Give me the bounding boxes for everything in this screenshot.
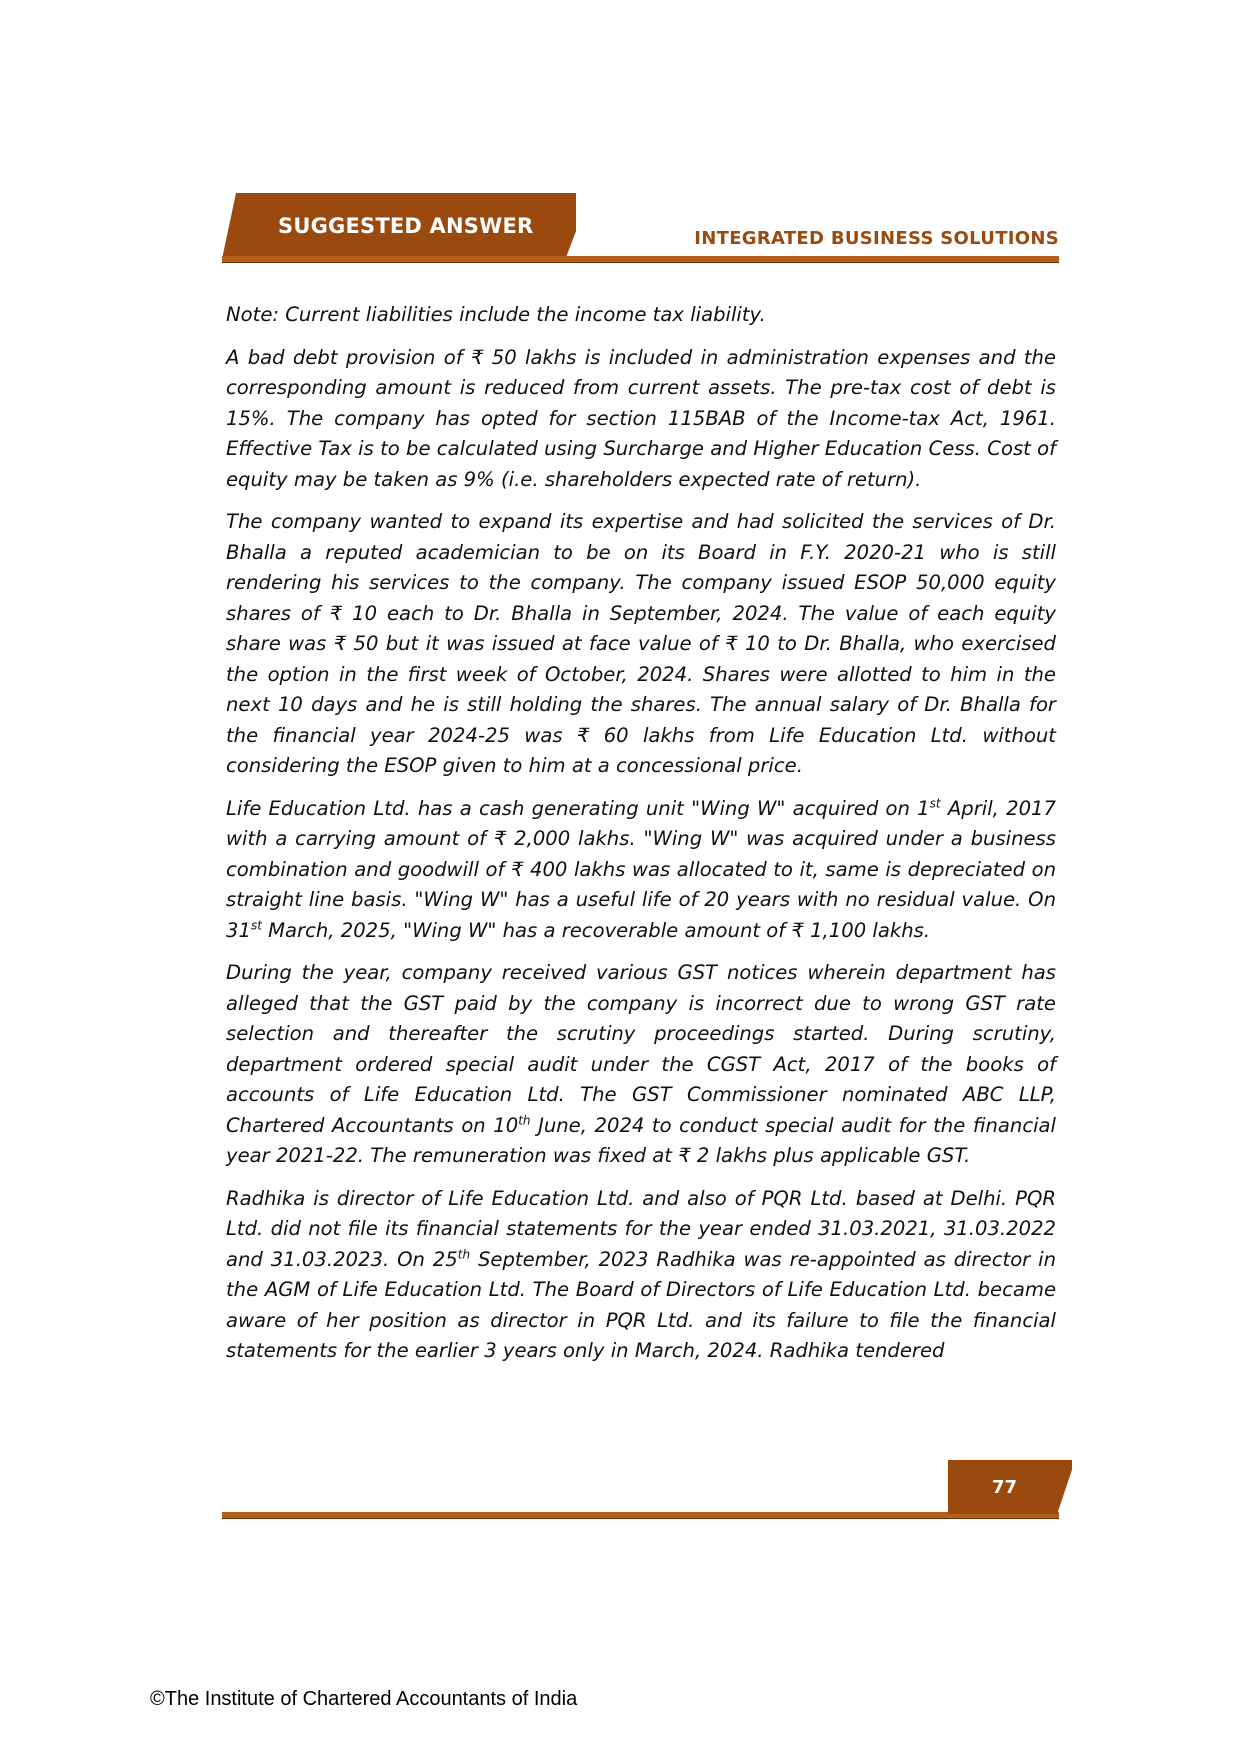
document-body	[226, 300, 1056, 1379]
header-title: INTEGRATED BUSINESS SOLUTIONS	[694, 228, 1059, 249]
header-rule	[222, 256, 1059, 263]
paragraph-bad-debt: A bad debt provision of ₹ 50 lakhs is included in administration expenses and the corresponding amount is reduced from current assets. The pre-tax cost of debt is 15%. The company has opted for section 115BAB of the Income-tax Act, 1961. Effective Tax is to be calculated using Surcharge and Higher Education Cess. Cost of equity may be taken as 9% (i.e. shareholders expected rate of return).	[226, 345, 1056, 491]
paragraph-esop: The company wanted to expand its expertise and had solicited the services of Dr. Bhalla a reputed academician to be on its Board in F.Y. 2020-21 who is still rendering his services to the company. The company issued ESOP 50,000 equity shares of ₹ 10 each to Dr. Bhalla in September, 2024. The value of each equity share was ₹ 50 but it was issued at face value of ₹ 10 to Dr. Bhalla, who exercised the option in the first week of October, 2024. Shares were allotted to him in the next 10 days and he is still holding the shares. The annual salary of Dr. Bhalla for the financial year 2024-25 was ₹ 60 lakhs from Life Education Ltd. without considering the ESOP given to him at a concessional price.	[226, 510, 1056, 777]
paragraph-radhika: Radhika is director of Life Education Ltd. and also of PQR Ltd. based at Delhi. PQR Ltd. did not file its financial statements for the year ended 31.03.2021, 31.03.2022 and 31.03.2023. On 25th September, 2023 Radhika was re-appointed as director in the AGM of Life Education Ltd. The Board of Directors of Life Education Ltd. became aware of her position as director in PQR Ltd. and its failure to file the financial statements for the earlier 3 years only in March, 2024. Radhika tendered	[226, 1186, 1056, 1362]
header-tab-label: SUGGESTED ANSWER	[278, 214, 534, 238]
paragraph-gst: During the year, company received various GST notices wherein department has alleged that the GST paid by the company is incorrect due to wrong GST rate selection and thereafter the scrutiny proceedings started. During scrutiny, department ordered special audit under the CGST Act, 2017 of the books of accounts of Life Education Ltd. The GST Commissioner nominated ABC LLP, Chartered Accountants on 10th June, 2024 to conduct special audit for the financial year 2021-22. The remuneration was fixed at ₹ 2 lakhs plus applicable GST.	[226, 961, 1056, 1167]
footer-rule	[222, 1512, 1059, 1519]
paragraph-wing-w: Life Education Ltd. has a cash generating unit "Wing W" acquired on 1st April, 2017 with a carrying amount of ₹ 2,000 lakhs. "Wing W" was acquired under a business combination and goodwill of ₹ 400 lakhs was allocated to it, same is depreciated on straight line basis. "Wing W" has a useful life of 20 years with no residual value. On 31st March, 2025, "Wing W" has a recoverable amount of ₹ 1,100 lakhs.	[226, 795, 1056, 942]
paragraph-note: Note: Current liabilities include the income tax liability.	[226, 303, 766, 326]
page-number: 77	[992, 1477, 1018, 1498]
copyright-notice: ©The Institute of Chartered Accountants of India	[150, 1688, 578, 1710]
